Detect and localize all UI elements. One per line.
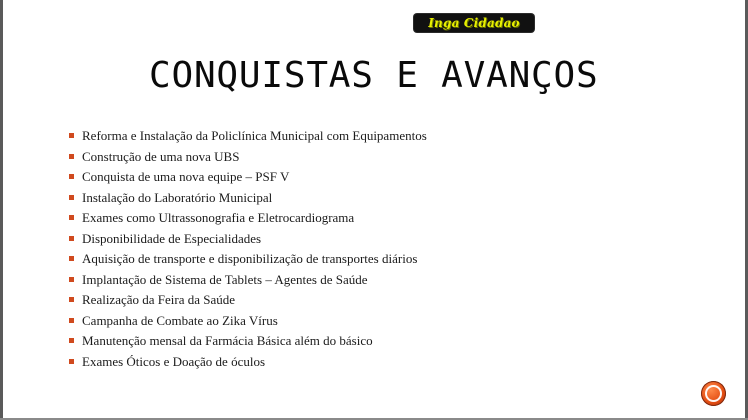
list-item: [68, 290, 668, 311]
square-bullet-icon: [69, 133, 74, 138]
list-item-text: Construção de uma nova UBS: [82, 148, 240, 164]
list-item: [68, 167, 668, 188]
list-item-text: Campanha de Combate ao Zika Vírus: [82, 312, 278, 328]
square-bullet-icon: [69, 318, 74, 323]
square-bullet-icon: [69, 195, 74, 200]
list-item: [68, 126, 668, 147]
list-item: [68, 270, 668, 291]
logo-badge: [414, 14, 534, 32]
square-bullet-icon: [69, 174, 74, 179]
list-item: [68, 208, 668, 229]
square-bullet-icon: [69, 154, 74, 159]
square-bullet-icon: [69, 256, 74, 261]
achievements-list: [68, 126, 668, 372]
list-item: [68, 229, 668, 250]
list-item: [68, 311, 668, 332]
slide-title: CONQUISTAS E AVANÇOS: [149, 55, 599, 96]
square-bullet-icon: [69, 277, 74, 282]
logo-text: Inga Cidadao: [428, 16, 520, 30]
list-item-text: Realização da Feira da Saúde: [82, 292, 236, 307]
square-bullet-icon: [69, 297, 74, 302]
square-bullet-icon: [69, 338, 74, 343]
list-item: [68, 352, 668, 373]
list-item-text: Manutenção mensal da Farmácia Básica além do básico: [82, 333, 373, 348]
slide-nav-button[interactable]: [701, 381, 726, 406]
list-item-text: Instalação do Laboratório Municipal: [82, 189, 273, 205]
list-item-text: Exames como Ultrassonografia e Eletrocardiograma: [82, 210, 355, 225]
slide-left-edge: [0, 0, 3, 420]
list-item-text: Conquista de uma nova equipe – PSF V: [82, 169, 290, 184]
list-item: [68, 188, 668, 209]
list-item-text: Implantação de Sistema de Tablets – Agentes de Saúde: [82, 271, 368, 287]
square-bullet-icon: [69, 215, 74, 220]
list-item-text: Aquisição de transporte e disponibilização de transportes diários: [82, 251, 418, 266]
list-item-text: Disponibilidade de Especialidades: [82, 230, 262, 246]
list-item-text: Exames Óticos e Doação de óculos: [82, 353, 266, 369]
list-item: [68, 249, 668, 270]
list-item-text: Reforma e Instalação da Policlínica Municipal com Equipamentos: [82, 128, 427, 143]
circle-icon: [705, 385, 722, 402]
square-bullet-icon: [69, 359, 74, 364]
square-bullet-icon: [69, 236, 74, 241]
list-item: [68, 147, 668, 168]
list-item: [68, 331, 668, 352]
